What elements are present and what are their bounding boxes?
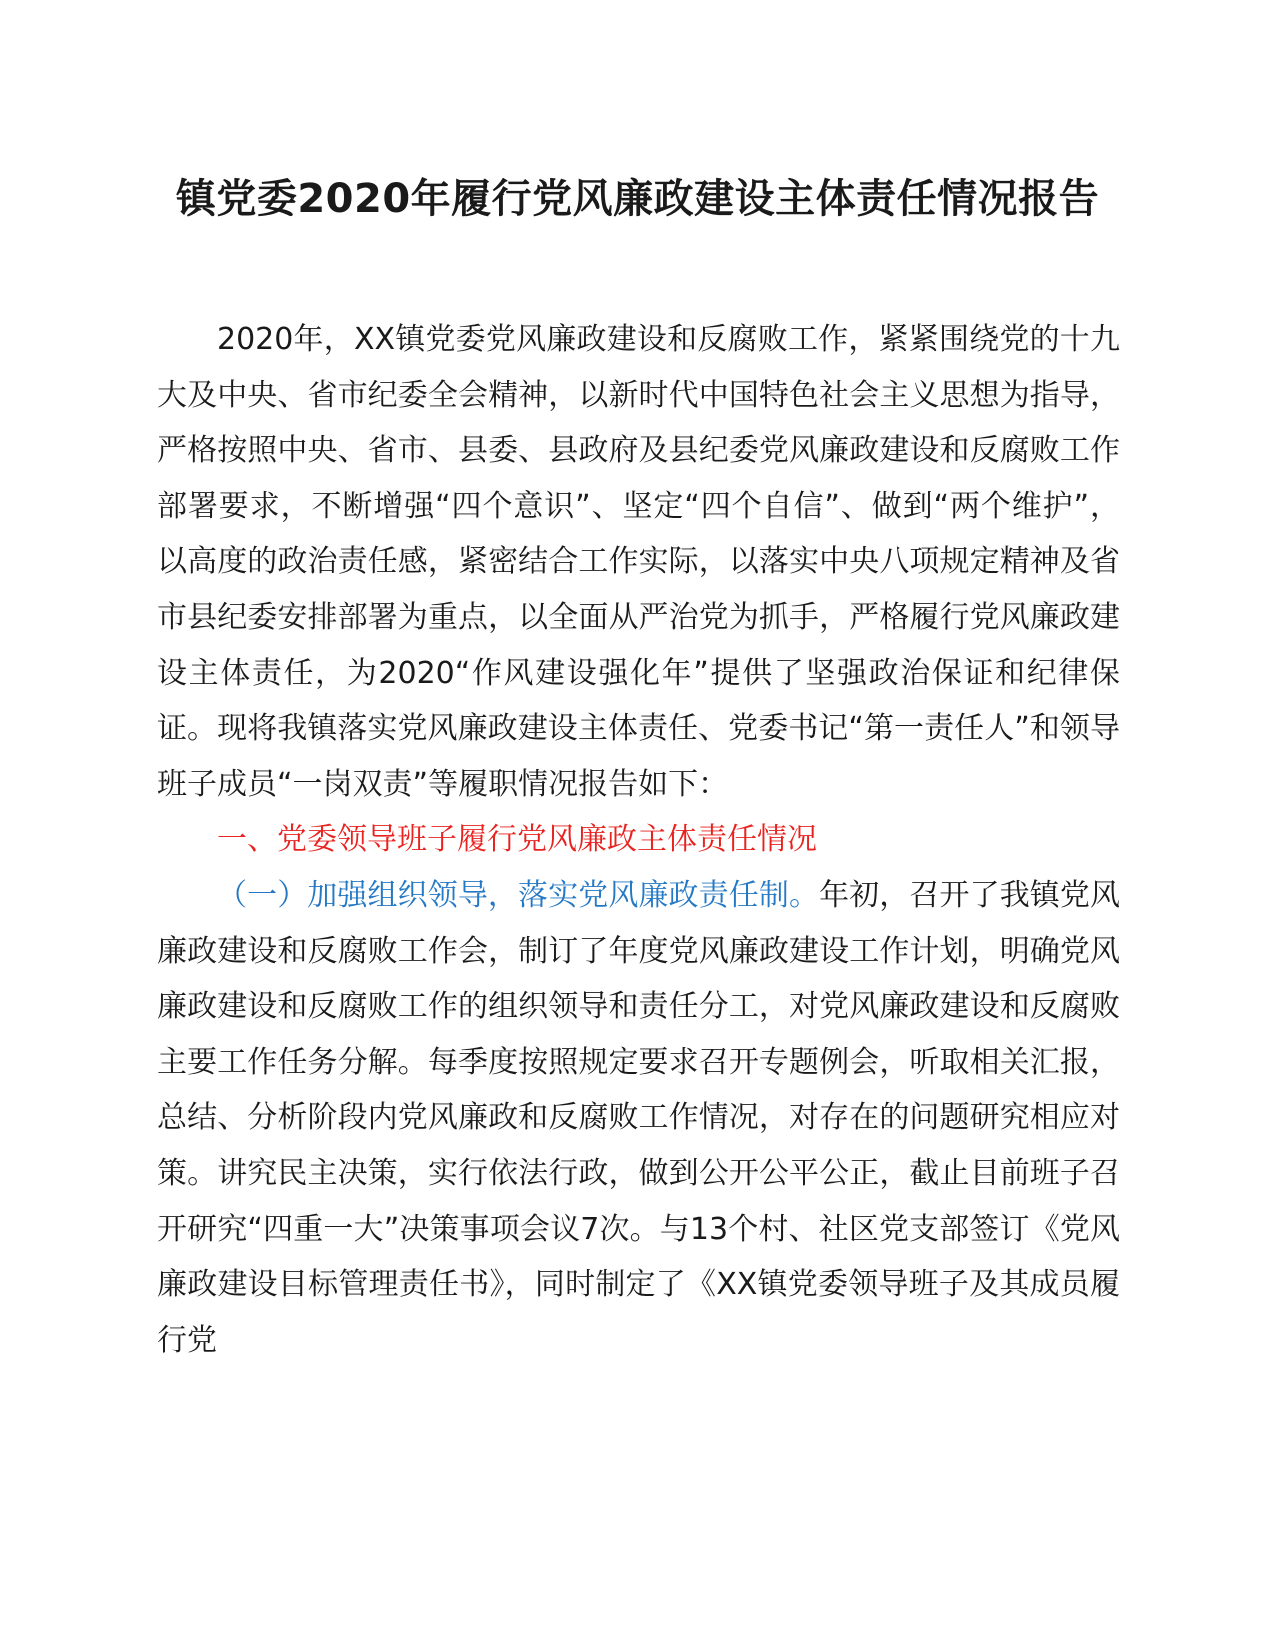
document-title: 镇党委2020年履行党风廉政建设主体责任情况报告 <box>175 176 1100 222</box>
document-body <box>157 312 1120 1368</box>
subsection-paragraph <box>157 868 1120 1368</box>
intro-paragraph: 2020年，XX镇党委党风廉政建设和反腐败工作，紧紧围绕党的十九大及中央、省市纪委全会精神，以新时代中国特色社会主义思想为指导，严格按照中央、省市、县委、县政府及县纪委党风廉政建设和反腐败工作部署要求，不断增强“四个意识”、坚定“四个自信”、做到“两个维护”，以高度的政治责任感，紧密结合工作实际，以落实中央八项规定精神及省市县纪委安排部署为重点，以全面从严治党为抓手，严格履行党风廉政建设主体责任，为2020“作风建设强化年”提供了坚强政治保证和纪律保证。现将我镇落实党风廉政建设主体责任、党委书记“第一责任人”和领导班子成员“一岗双责”等履职情况报告如下： <box>157 322 1120 802</box>
section-heading-text: 一、党委领导班子履行党风廉政主体责任情况 <box>217 822 817 858</box>
section-heading <box>157 812 1120 868</box>
subsection-text: 年初，召开了我镇党风廉政建设和反腐败工作会，制订了年度党风廉政建设工作计划，明确党风廉政建设和反腐败工作的组织领导和责任分工，对党风廉政建设和反腐败主要工作任务分解。每季度按照规定要求召开专题例会，听取相关汇报，总结、分析阶段内党风廉政和反腐败工作情况，对存在的问题研究相应对策。讲究民主决策，实行依法行政，做到公开公平公正，截止目前班子召开研究“四重一大”决策事项会议7次。与13个村、社区党支部签订《党风廉政建设目标管理责任书》，同时制定了《XX镇党委领导班子及其成员履行党 <box>157 877 1121 1358</box>
subsection-heading: （一）加强组织领导，落实党风廉政责任制。 <box>217 877 820 913</box>
